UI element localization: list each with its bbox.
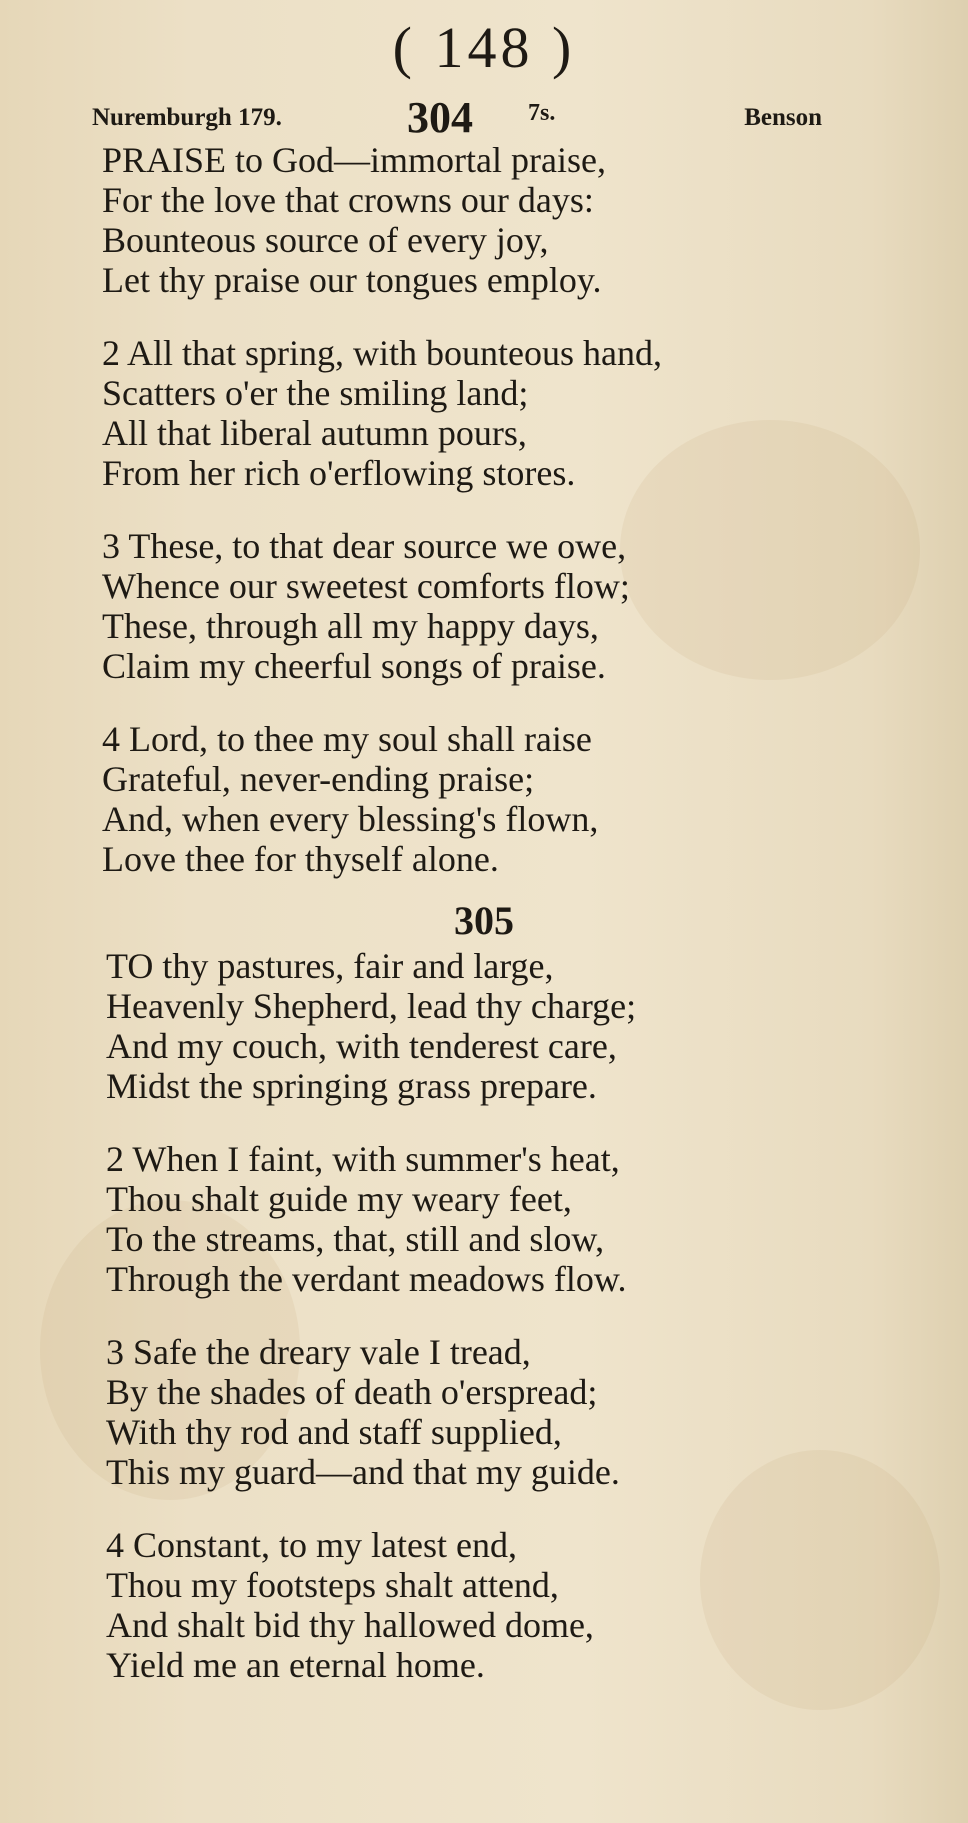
stanza	[102, 526, 882, 686]
verse-line: 3 Safe the dreary vale I tread,	[106, 1332, 531, 1372]
stanza	[102, 140, 882, 300]
verse-line: Thou shalt guide my weary feet,	[106, 1179, 572, 1219]
verse-line: This my guard—and that my guide.	[106, 1452, 620, 1492]
verse-line: Thou my footsteps shalt attend,	[106, 1565, 559, 1605]
verse-line: Bounteous source of every joy,	[102, 220, 549, 260]
verse-line: Through the verdant meadows flow.	[106, 1259, 627, 1299]
verse-line: 4 Lord, to thee my soul shall raise	[102, 719, 592, 759]
verse-line: 2 When I faint, with summer's heat,	[106, 1139, 620, 1179]
verse-line: Grateful, never-ending praise;	[102, 759, 535, 799]
verse-line: For the love that crowns our days:	[102, 180, 594, 220]
verse-line: With thy rod and staff supplied,	[106, 1412, 562, 1452]
verse-line: Midst the springing grass prepare.	[106, 1066, 597, 1106]
tune-name-right: Benson	[744, 104, 822, 131]
verse-line: Scatters o'er the smiling land;	[102, 373, 529, 413]
tune-name-left: Nuremburgh 179.	[92, 104, 282, 131]
hymn-305-text	[106, 946, 886, 1685]
stanza	[102, 719, 882, 879]
hymn-304-text	[102, 140, 882, 879]
verse-line: Let thy praise our tongues employ.	[102, 260, 602, 300]
verse-line: 2 All that spring, with bounteous hand,	[102, 333, 662, 373]
hymn-header	[92, 92, 822, 142]
page-number: ( 148 )	[392, 15, 576, 80]
hymn-number: 304	[407, 93, 473, 142]
verse-line: Claim my cheerful songs of praise.	[102, 646, 606, 686]
stanza	[102, 333, 882, 493]
stanza	[106, 1139, 886, 1299]
stanza	[106, 1332, 886, 1492]
verse-line: 4 Constant, to my latest end,	[106, 1525, 517, 1565]
verse-line: And shalt bid thy hallowed dome,	[106, 1605, 594, 1645]
verse-line: And, when every blessing's flown,	[102, 799, 599, 839]
hymn-number: 305	[454, 898, 514, 943]
verse-line: 3 These, to that dear source we owe,	[102, 526, 627, 566]
verse-line: By the shades of death o'erspread;	[106, 1372, 598, 1412]
verse-line: Whence our sweetest comforts flow;	[102, 566, 630, 606]
verse-line: Yield me an eternal home.	[106, 1645, 485, 1685]
verse-line: Heavenly Shepherd, lead thy charge;	[106, 986, 637, 1026]
verse-line: These, through all my happy days,	[102, 606, 599, 646]
verse-line: From her rich o'erflowing stores.	[102, 453, 576, 493]
verse-line: TO thy pastures, fair and large,	[106, 946, 554, 986]
verse-line: Love thee for thyself alone.	[102, 839, 499, 879]
hymn-meter: 7s.	[528, 100, 556, 126]
verse-line: To the streams, that, still and slow,	[106, 1219, 605, 1259]
verse-line: PRAISE to God—immortal praise,	[102, 140, 606, 180]
stanza	[106, 946, 886, 1106]
stanza	[106, 1525, 886, 1685]
verse-line: All that liberal autumn pours,	[102, 413, 527, 453]
verse-line: And my couch, with tenderest care,	[106, 1026, 617, 1066]
